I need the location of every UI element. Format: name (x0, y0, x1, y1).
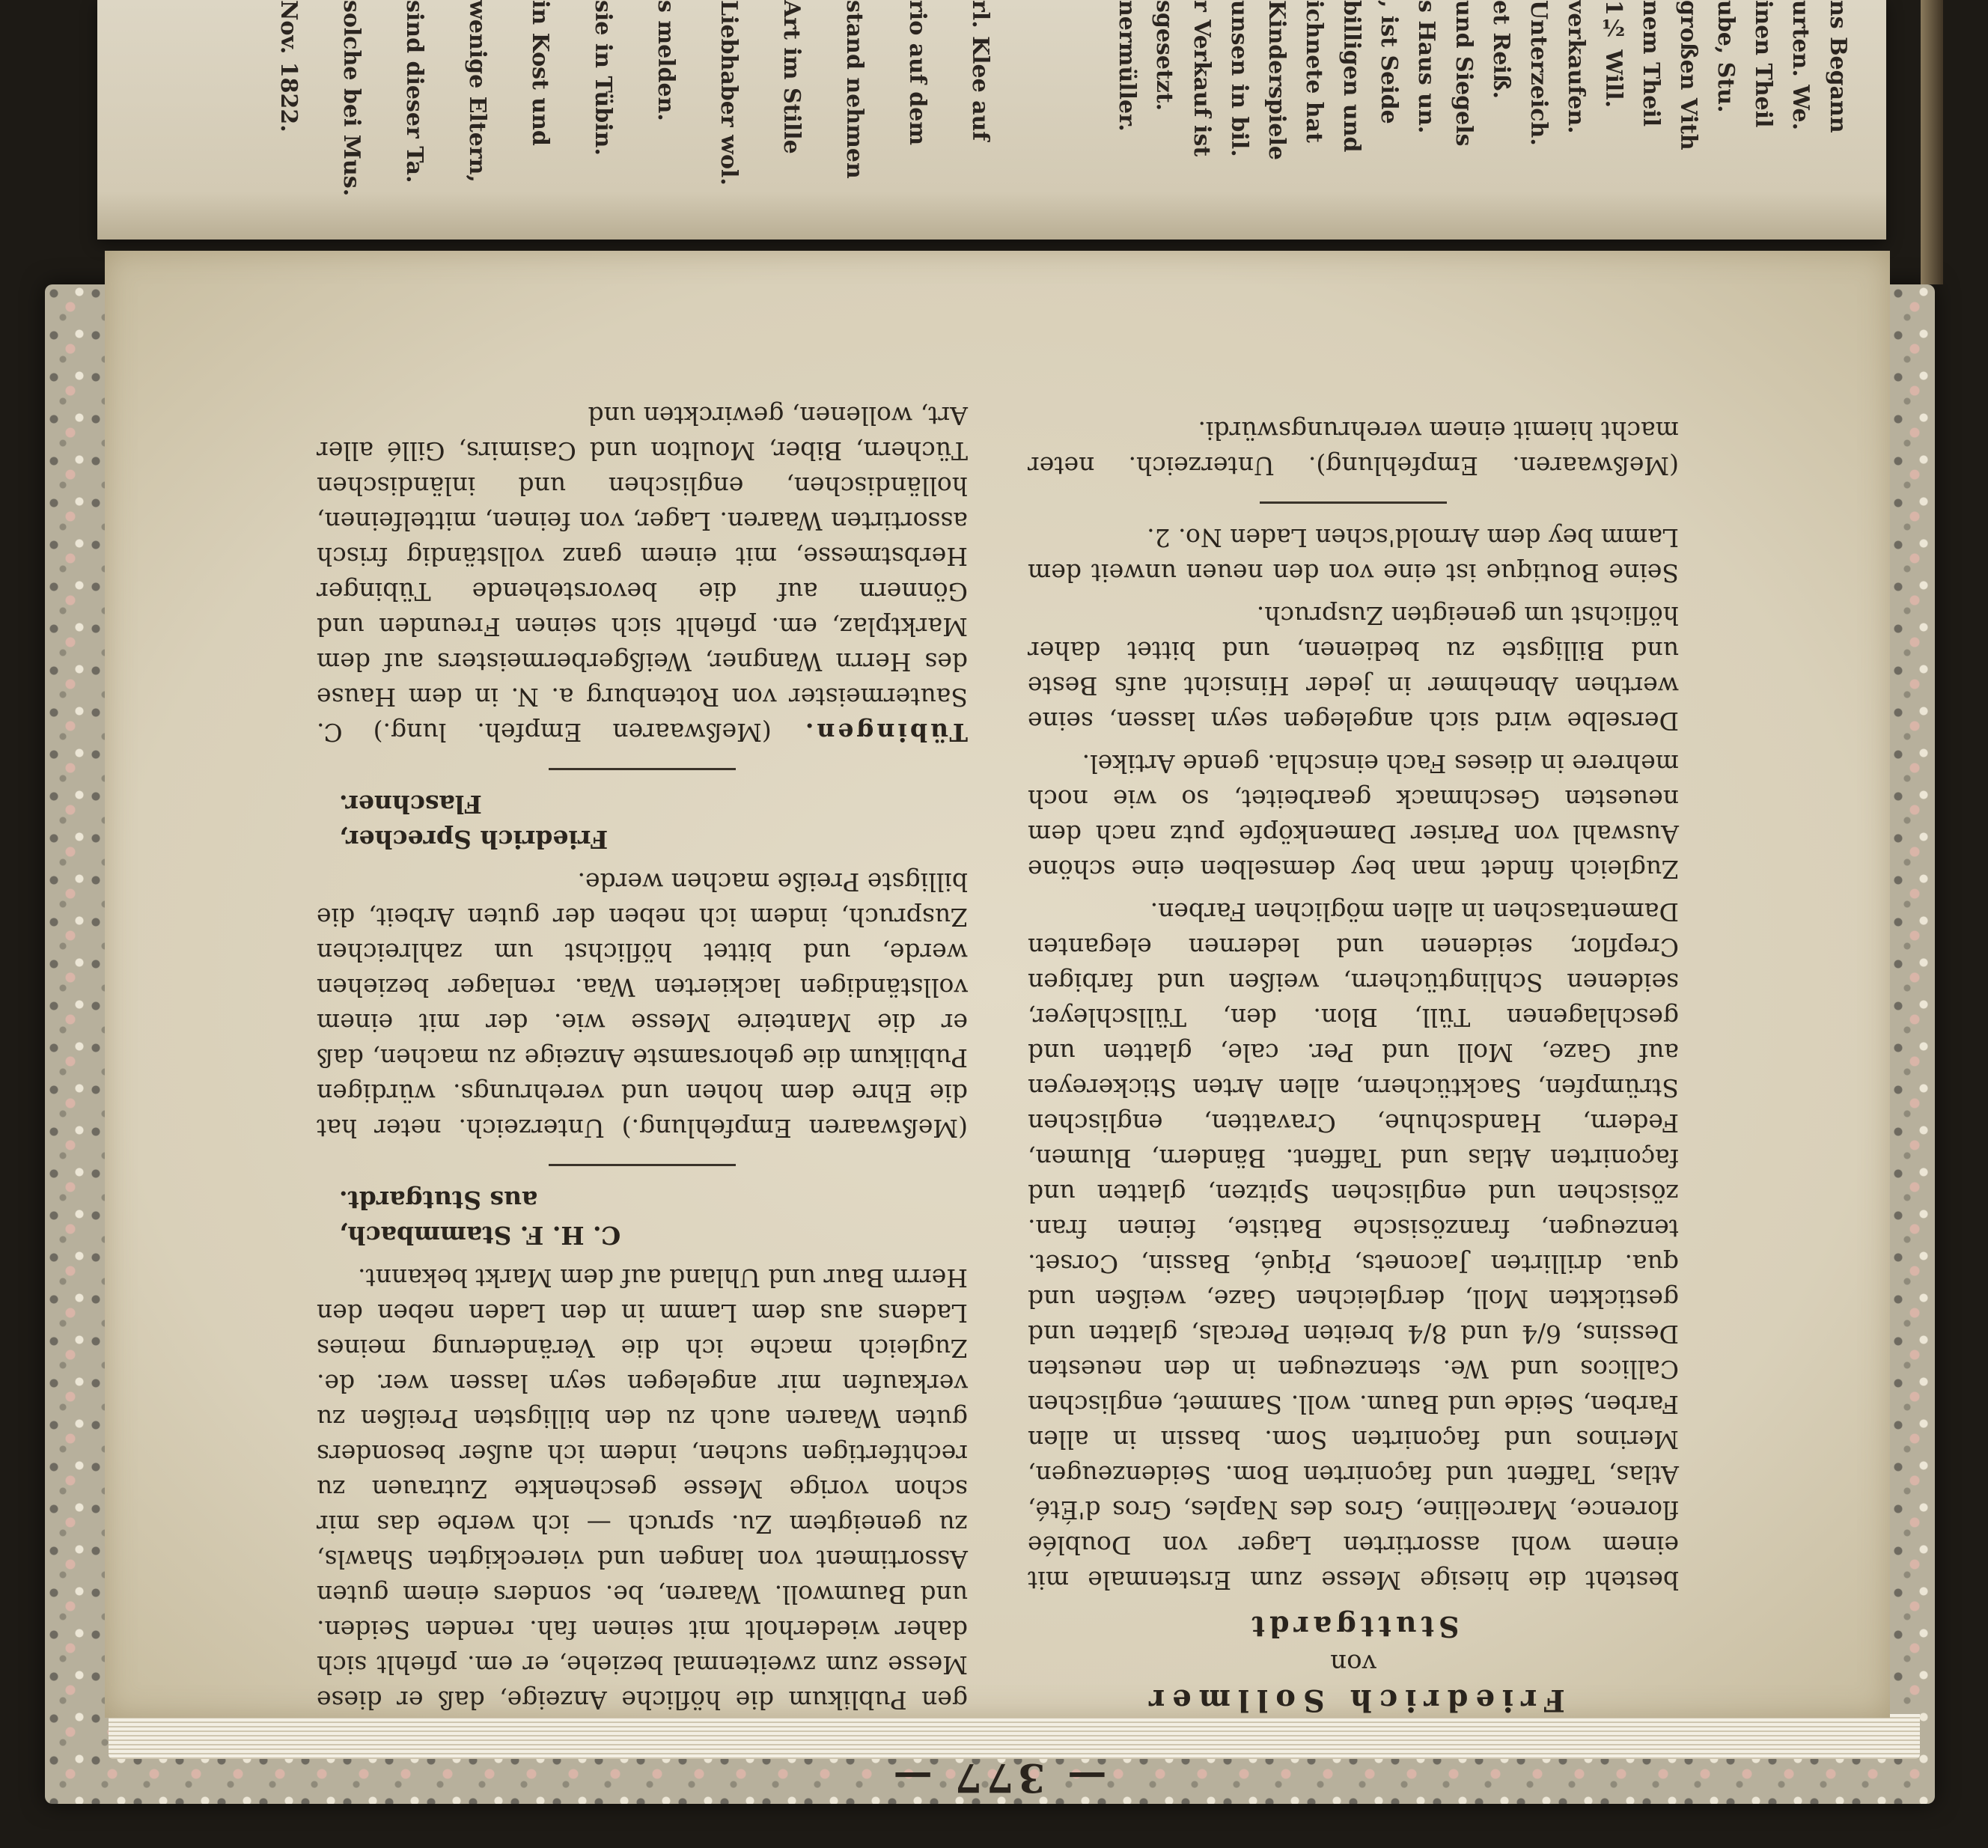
advertiser-subheading: von (1329, 1648, 1376, 1678)
upper-page-text-line: Unterzeich. (1525, 0, 1552, 146)
left-column (1028, 406, 1679, 1718)
upper-page-text-line: 1½ Will. (1600, 0, 1626, 109)
advertiser-heading: Friedrich Sollmer (1141, 1683, 1565, 1718)
upper-page-text-line: und Siegels (1451, 0, 1477, 147)
upper-page-text-line: sind dieser Ta. (401, 0, 427, 183)
upper-page-text-line: sgesetzt. (1151, 0, 1177, 112)
upper-page-text-line: s Haus un. (1413, 0, 1439, 134)
upper-page-text-line: r Verkauf ist (1189, 0, 1215, 157)
upper-page-text-line: nem Theil (1638, 0, 1664, 127)
paragraph (317, 398, 968, 750)
upper-page-text-line: solche bei Mus. (338, 0, 365, 197)
upper-page-text-line: inen Theil (1750, 0, 1776, 128)
signature: C. H. F. Stammbach, (338, 1221, 621, 1250)
upper-page-text-line: rio auf dem (904, 0, 930, 146)
upper-page-text-line: Kinderspiele (1263, 0, 1290, 160)
signature-profession: Flaschner. (338, 790, 482, 819)
upper-page-text-line: stand nehmen (841, 0, 868, 179)
upper-page-text-line: unsen in bil. (1226, 0, 1252, 157)
upper-page-text-line: et Reiß. (1488, 0, 1514, 100)
upper-page-text-line: in Kost und (527, 0, 553, 146)
section-divider (1260, 501, 1447, 504)
upper-page-text-line: urten. We. (1787, 0, 1814, 131)
upper-page-text-line: Art im Stille (778, 0, 805, 154)
upper-page-text-line: rl. Klee auf (967, 0, 993, 141)
right-column (317, 391, 968, 1718)
page-number: — 377 — (888, 1754, 1106, 1800)
rotated-page-content (287, 123, 1709, 1845)
upper-page-text-line: wenige Eltern, (464, 0, 490, 183)
upper-page-text-line: großen Vith (1675, 0, 1701, 150)
main-page (105, 251, 1890, 1800)
upper-page-text-line: ns Begann (1825, 0, 1851, 133)
upper-page-text-line: verkaufen. (1563, 0, 1589, 134)
upper-page-text-line: nermüller. (1114, 0, 1140, 132)
paragraph: gen Publikum die höfliche Anzeige, daß er diese Messe zum zweitenmal beziehe, er em. pfiehlt sich daher wiederholt mit seinen fah. renden Seiden. und Baumwoll. Waaren, be. sonders einem guten Assortiment von langen und viereckigten Shawls, zu geneigtem Zu. spruch — ich werbe das mir schon vorige Messe geschenkte Zutrauen zu rechtfertigen suchen, indem ich außer besonders guten Waaren auch zu den billigsten Preißen zu verkaufen mir angelegen seyn lassen wer. de. Zugleich mache ich die Veränderung meines Ladens aus dem Lamm in den Laden neben den Herrn Baur und Uhland auf dem Markt bekannt. (316, 1263, 968, 1715)
signature: Friedrich Sprecher, (338, 825, 608, 854)
paragraph: Seine Boutique ist eine von den neuen unweit dem Lamm bey dem Arnold'schen Laden No. 2. (1027, 523, 1679, 588)
paragraph-body: (Meßwaaren Empfeh. lung.) C. Sautermeister von Rotenburg a. N. in dem Hause des Herrn Wangner, Weißgerbermeisters auf dem Marktplaz, em. pfiehlt sich seinen Freunden und Gönnern auf die bevorstehende Tübinger Herbstmesse, mit einem ganz vollständig frisch assortirten Waaren. Lager, von feinen, mittelfeinen, holländischen, englischen und inländischen Tüchern, Biber, Moulton und Casimirs, Gillé aller Art, wollenen, gewirckten und (316, 401, 968, 747)
paragraph: besteht die hiesige Messe zum Erstenmale mit einem wohl assortirten Lager von Doublée florence, Marcelline, Gros des Naples, Gros d'Été, Atlas, Taffent und façonirten Bom. Seidenzeugen, Merinos und façonirten Som. bassin in allen Farben, Seide und Baum. woll. Sammet, englischen Callicos und We. stenzeugen in den neuesten Dessins, 6/4 und 8/4 breiten Percals, glatten und gestickten Moll, dergleichen Gaze, weißen und qua. drillirten Jaconets, Piqué, Bassin, Corset. tenzeugen, französische Batiste, feinen fran. zösischen und englischen Spitzen, glatten und façonirten Atlas und Taffent. Bändern, Blumen, Federn, Handschuhe, Cravatten, englischen Strümpfen, Sacktüchern, allen Arten Stickereyen auf Gaze, Moll und Per. cale, glatten und geschlagenen Tüll, Blon. den, Tüllschleyer, seidenen Schlingtüchern, weißen und farbigen Crepflor, seidenen und ledernen eleganten Damentaschen in allen möglichen Farben. (1027, 897, 1679, 1595)
paragraph: Zugleich findet man bey demselben eine schöne Auswahl von Pariser Damenköpfe putz nach dem neuesten Geschmack gearbeitet, so wie noch mehrere in dieses Fach einschla. gende Artikel. (1027, 749, 1679, 884)
upper-page-text-line: Nov. 1822. (275, 0, 302, 132)
paragraph: (Meßwaaren Empfehlung.) Unterzeich. neter hat die Ehre dem hohen und verehrungs. würdigen Publikum die gehorsamste Anzeige zu machen, daß er die Manteire Messe wie. der mit einem vollständigen lackierten Waa. renlager beziehen werde, und bittet höflichst um zahlreichen Zuspruch, indem ich neben der guten Arbeit, die billigste Preiße machen werde. (316, 867, 968, 1143)
signature-place: aus Stutgardt. (338, 1186, 537, 1215)
upper-page-text-line: ichnete hat (1301, 0, 1327, 143)
upper-page-text-line: Liebhaber wol. (716, 0, 742, 186)
upper-page-text-line: billigen und (1338, 0, 1365, 153)
upper-page-text-line: sie in Tübin. (590, 0, 616, 156)
upper-page-text-line: s melden. (653, 0, 679, 121)
upper-page-text-line: ube, Stu. (1713, 0, 1739, 113)
paragraph: (Meßwaaren. Empfehlung). Unterzeich. neter macht hiemit einem verehrungswürdi. (1027, 416, 1679, 481)
paragraph: Derselbe wird sich angelegen seyn lassen, seine werthen Abnehmer in jeder Hinsicht aufs Beste und Billigste zu bedienen, und bittet daher höflichst um geneigten Zuspruch. (1027, 601, 1679, 736)
paragraph-lead: Tübingen. (802, 718, 968, 747)
section-divider (549, 768, 736, 770)
advertiser-place: Stuttgardt (1246, 1610, 1460, 1644)
section-divider (549, 1164, 736, 1166)
upper-page-text-line: , ist Seide (1376, 0, 1402, 124)
book-spine-edge (1921, 0, 1943, 284)
